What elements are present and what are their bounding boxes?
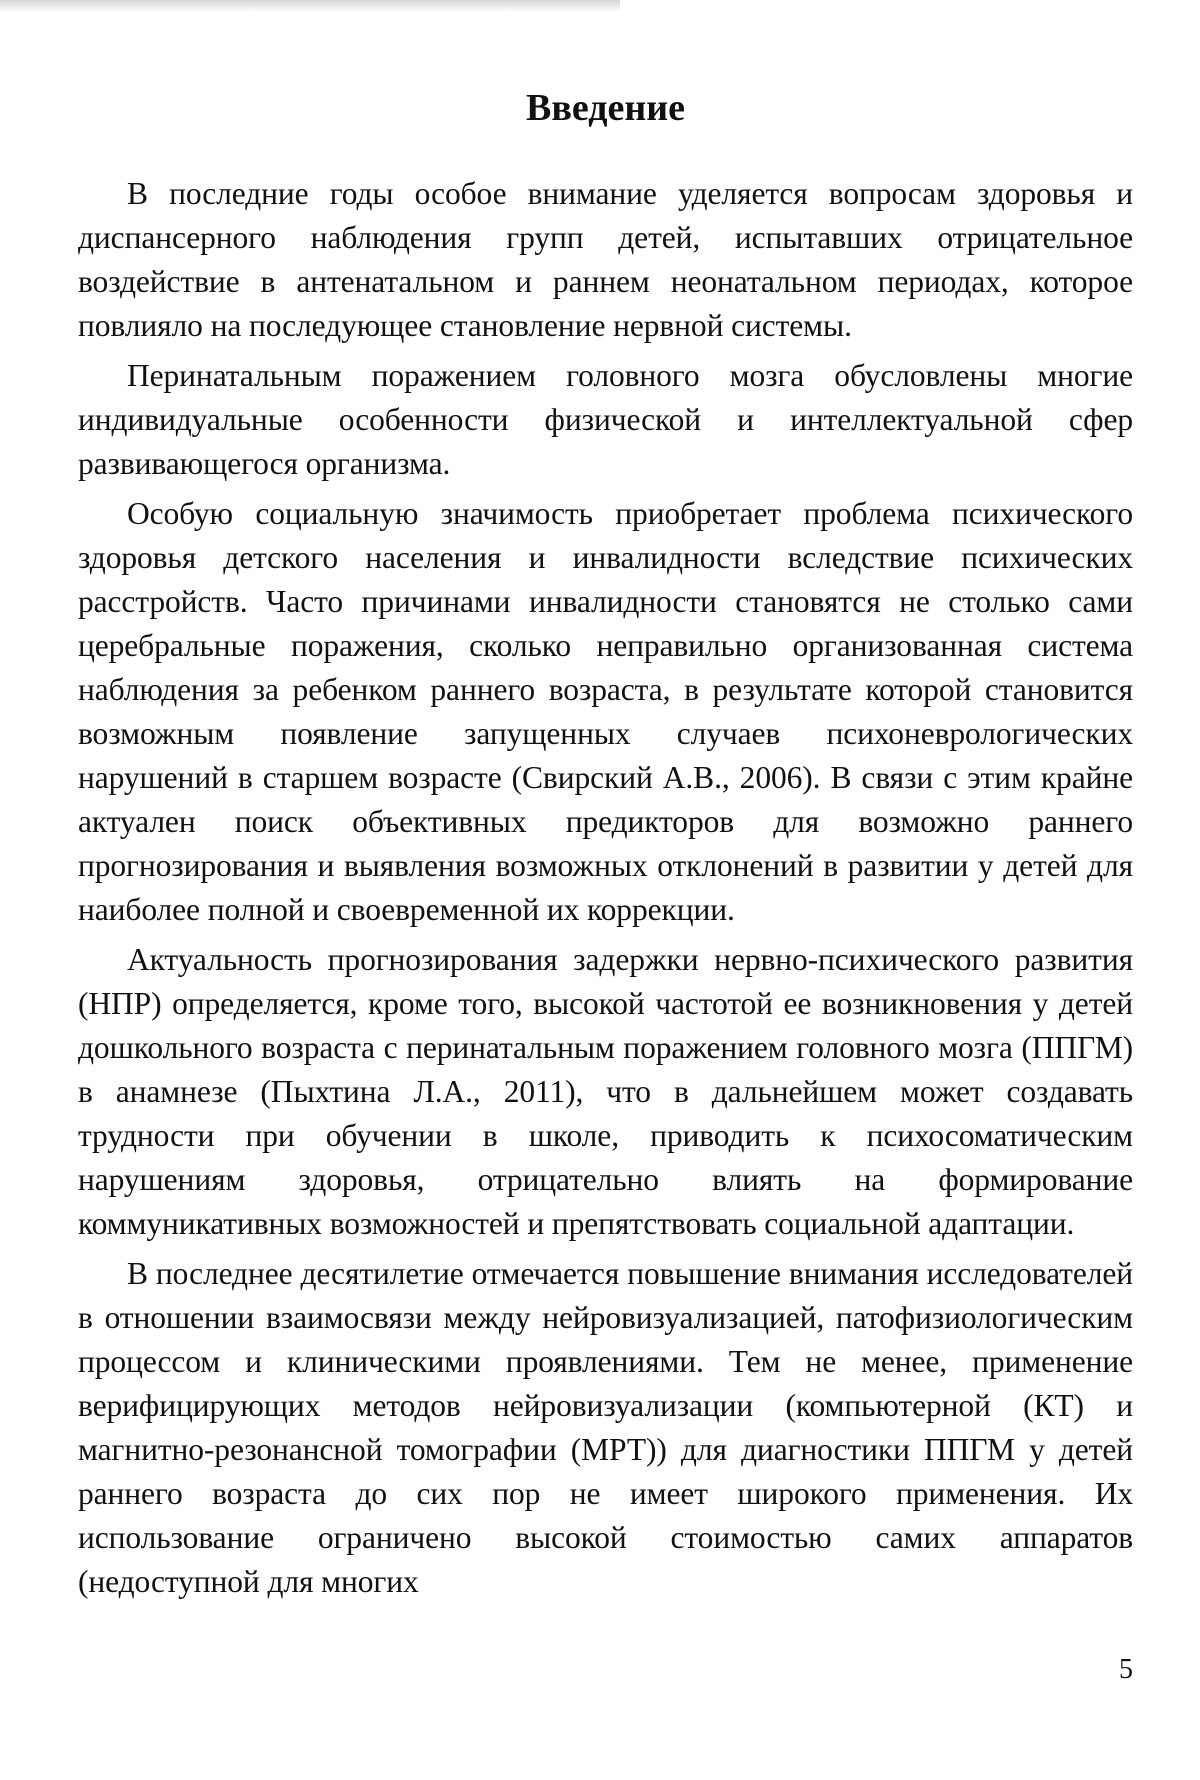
paragraph: Особую социальную значимость приобретает проблема психического здоровья детского населения и инвалидности вследствие психических расстройств. Часто причинами инвалидности становятся не столько сами церебральные поражения, сколько неправильно организованная система наблюдения за ребенком раннего возраста, в результате которой становится возможным появление запущенных случаев психоневрологических нарушений в старшем возрасте (Свирский А.В., 2006). В связи с этим крайне актуален поиск объективных предикторов для возможно раннего прогнозирования и выявления возможных отклонений в развитии у детей для наиболее полной и своевременной их коррекции. (78, 496, 1133, 927)
document-page (78, 0, 1133, 1780)
paragraph: В последние годы особое внимание уделяется вопросам здоровья и диспансерного наблюдения групп детей, испытавших отрицательное воздействие в антенатальном и раннем неонатальном периодах, которое повлияло на последующее становление нервной системы. (78, 176, 1133, 343)
body-text (78, 172, 1133, 1610)
paragraph: Перинатальным поражением головного мозга обусловлены многие индивидуальные особенности физической и интеллектуальной сфер развивающегося организма. (78, 358, 1133, 481)
page-number: 5 (1119, 1654, 1133, 1685)
page-title: Введение (526, 87, 685, 129)
paragraph: Актуальность прогнозирования задержки нервно-психического развития (НПР) определяется, кроме того, высокой частотой ее возникновения у детей дошкольного возраста с перинатальным поражением головного мозга (ППГМ) в анамнезе (Пыхтина Л.А., 2011), что в дальнейшем может создавать трудности при обучении в школе, приводить к психосоматическим нарушениям здоровья, отрицательно влиять на формирование коммуникативных возможностей и препятствовать социальной адаптации. (78, 942, 1133, 1241)
paragraph: В последнее десятилетие отмечается повышение внимания исследователей в отношении взаимосвязи между нейровизуализацией, патофизиологическим процессом и клиническими проявлениями. Тем не менее, применение верифицирующих методов нейровизуализации (компьютерной (КТ) и магнитно-резонансной томографии (МРТ)) для диагностики ППГМ у детей раннего возраста до сих пор не имеет широкого применения. Их использование ограничено высокой стоимостью самих аппаратов (недоступной для многих (78, 1256, 1133, 1599)
